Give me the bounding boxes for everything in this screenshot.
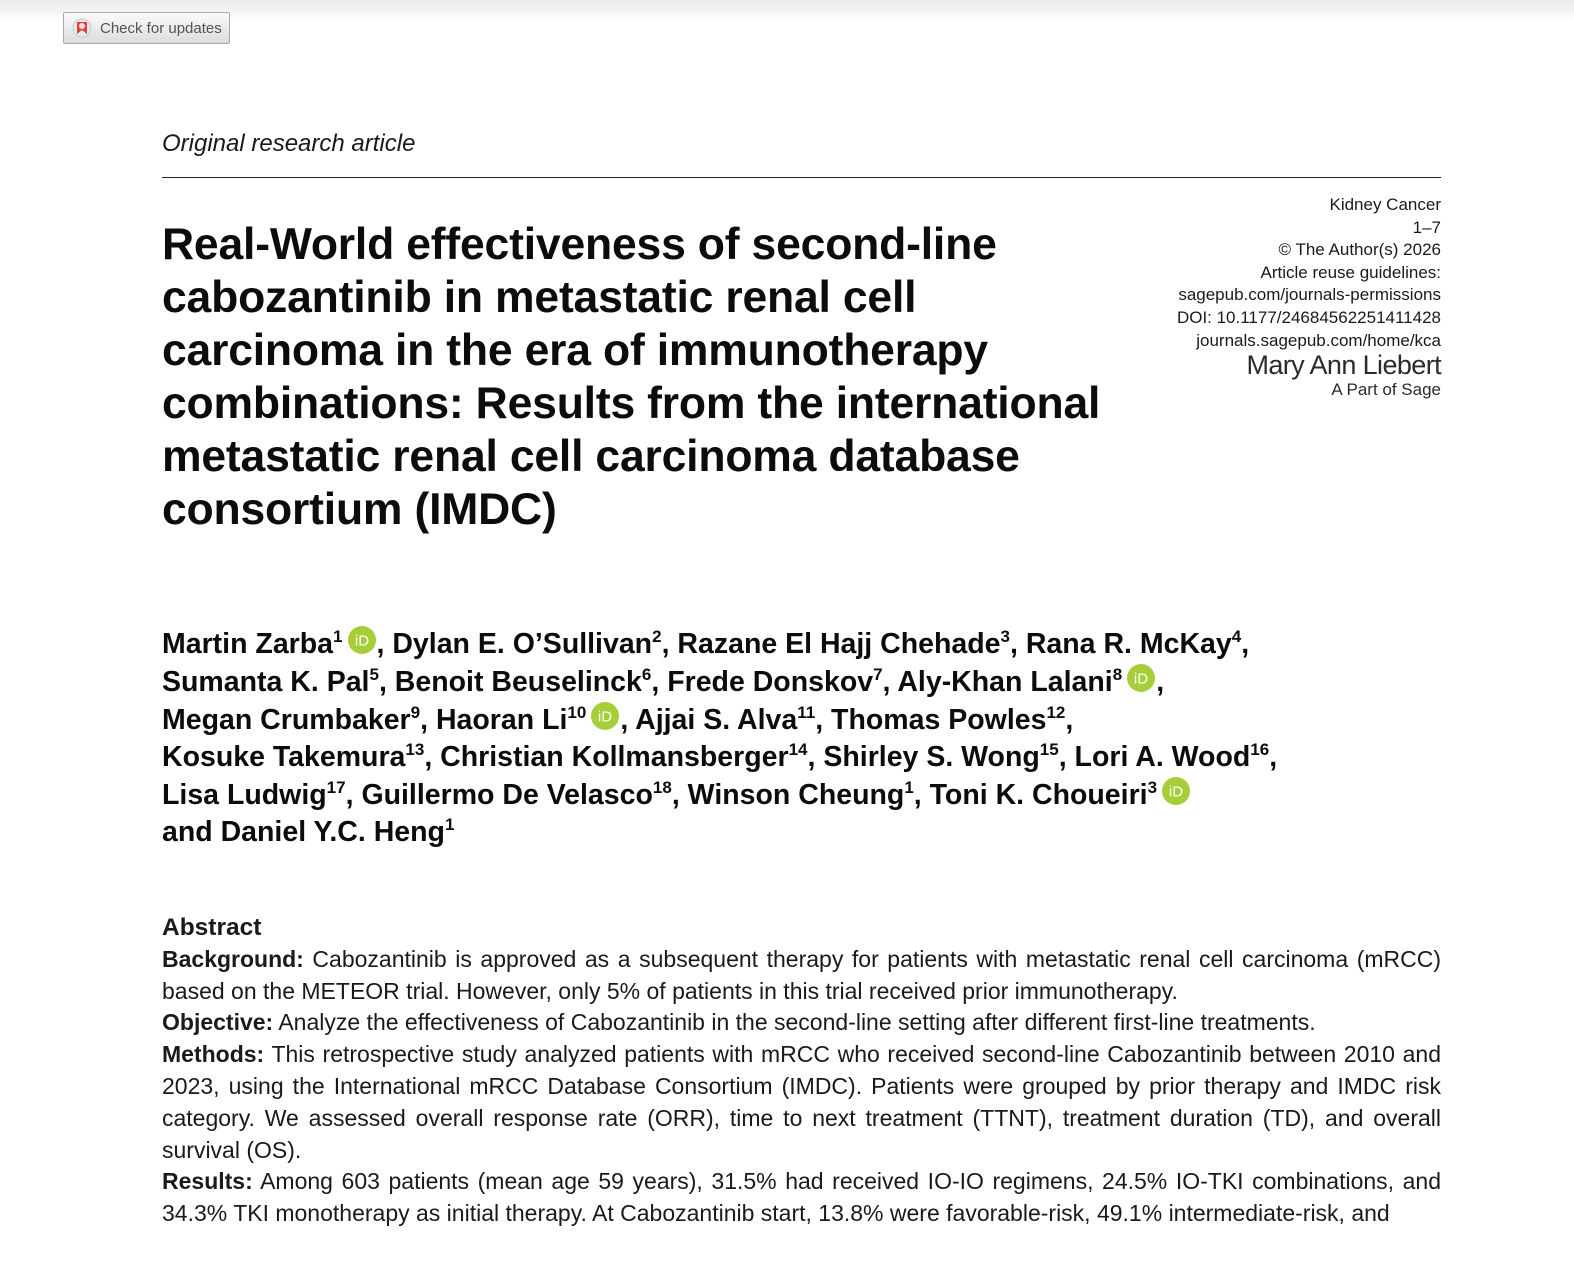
orcid-icon[interactable] xyxy=(1126,663,1156,693)
affiliation-number: 18 xyxy=(652,778,672,797)
page-range: 1–7 xyxy=(1412,217,1441,237)
affiliation-number: 14 xyxy=(788,740,808,759)
orcid-icon[interactable] xyxy=(1161,776,1191,806)
author: Martin Zarba$^1$ iD , xyxy=(162,627,385,660)
journal-name: Kidney Cancer xyxy=(1329,195,1441,214)
copyright: © The Author(s) 2026 xyxy=(1278,240,1441,260)
affiliation-number: 9 xyxy=(410,703,421,722)
author-name: Ajjai S. Alva xyxy=(635,704,798,736)
doi[interactable]: DOI: 10.1177/24684562251411428 xyxy=(1176,307,1441,327)
author: Kosuke Takemura$^{13}$, xyxy=(162,740,433,773)
abstract-label: Results: xyxy=(162,1168,253,1195)
author-name: Aly-Khan Lalani xyxy=(897,666,1113,698)
author: Haoran Li$^{10}$ iD , xyxy=(435,703,629,736)
abstract xyxy=(162,912,1441,1230)
affiliation-number: 15 xyxy=(1039,740,1059,759)
author-name: Razane El Hajj Chehade xyxy=(677,628,1001,660)
svg-text:iD: iD xyxy=(1168,783,1184,801)
author-name: Kosuke Takemura xyxy=(162,741,406,773)
affiliation-number: 1 xyxy=(904,778,914,797)
reuse-label: Article reuse guidelines: xyxy=(1260,262,1441,282)
author: Lori A. Wood$^{16}$, xyxy=(1074,740,1278,773)
author-name: Benoit Beuselinck xyxy=(394,666,642,698)
svg-text:iD: iD xyxy=(1134,670,1149,688)
author: Thomas Powles$^{12}$, xyxy=(831,703,1074,736)
author-name: Rana R. McKay xyxy=(1025,628,1232,660)
author-name: Toni K. Choueiri xyxy=(929,779,1148,811)
author-name: Haoran Li xyxy=(435,704,568,736)
publisher-sub: A Part of Sage xyxy=(1331,380,1441,399)
author-conjunction: and xyxy=(162,816,213,848)
affiliation-number: 12 xyxy=(1046,703,1066,722)
author xyxy=(221,816,455,848)
page-top-shade xyxy=(0,0,1574,22)
svg-text:iD: iD xyxy=(598,708,613,726)
author: Frede Donskov$^7$, xyxy=(667,665,891,698)
author-name: Daniel Y.C. Heng xyxy=(220,816,445,848)
journal-meta xyxy=(1177,194,1441,352)
orcid-icon[interactable] xyxy=(590,701,620,731)
abstract-label: Background: xyxy=(162,945,304,972)
author-name: Dylan E. O’Sullivan xyxy=(392,628,653,660)
abstract-text: Cabozantinib is approved as a subsequent therapy for patients with metastatic renal cell carcinoma (mRCC) based on the METEOR trial. However, only 5% of patients in this trial received prior immunotherapy. xyxy=(162,945,1442,1004)
author-name: Shirley S. Wong xyxy=(823,741,1040,773)
abstract-text: This retrospective study analyzed patients with mRCC who received second-line Cabozantinib between 2010 and 2023, using the International mRCC Database Consortium (IMDC). Patients were grouped by prior therapy and IMDC risk category. We assessed overall response rate (ORR), time to next treatment (TTNT), treatment duration (TD), and overall survival (OS). xyxy=(162,1041,1441,1163)
author: Christian Kollmansberger$^{14}$, xyxy=(440,740,816,773)
affiliation-number: 3 xyxy=(1000,627,1010,646)
author-name: Winson Cheung xyxy=(687,779,905,811)
author: Benoit Beuselinck$^6$, xyxy=(394,665,660,698)
affiliation-number: 17 xyxy=(326,778,346,797)
abstract-text: Among 603 patients (mean age 59 years), 31.5% had received IO-IO regimens, 24.5% IO-TKI combinations, and 34.3% TKI monotherapy as initial therapy. At Cabozantinib start, 13.8% were favorable-risk, 49.1% intermediate-risk, and xyxy=(162,1168,1442,1227)
abstract-text: Analyze the effectiveness of Cabozantinib in the second-line setting after different first-line treatments. xyxy=(278,1009,1316,1036)
affiliation-number: 1 xyxy=(444,815,455,834)
author: Winson Cheung$^1$, xyxy=(687,778,922,811)
author: Aly-Khan Lalani$^8$ iD , xyxy=(897,665,1165,698)
affiliation-number: 3 xyxy=(1147,778,1158,797)
affiliation-number: 10 xyxy=(567,703,587,722)
abstract-label: Objective: xyxy=(162,1009,274,1036)
author-name: Frede Donskov xyxy=(667,666,874,698)
abstract-results xyxy=(162,1166,1441,1230)
author: Lisa Ludwig$^{17}$, xyxy=(162,778,354,811)
author-name: Megan Crumbaker xyxy=(162,704,411,736)
affiliation-number: 8 xyxy=(1112,665,1123,684)
crossmark-icon xyxy=(72,18,92,38)
affiliation-number: 13 xyxy=(405,740,425,759)
author: Shirley S. Wong$^{15}$, xyxy=(823,740,1067,773)
svg-text:iD: iD xyxy=(354,632,369,650)
author-name: Sumanta K. Pal xyxy=(162,666,370,698)
affiliation-number: 6 xyxy=(641,665,652,684)
author-name: Christian Kollmansberger xyxy=(440,741,789,773)
affiliation-number: 2 xyxy=(652,627,662,646)
author: Guillermo De Velasco$^{18}$, xyxy=(361,778,680,811)
check-for-updates-button[interactable] xyxy=(63,12,230,44)
author-name: Guillermo De Velasco xyxy=(361,779,653,811)
article-title: Real-World effectiveness of second-line cabozantinib in metastatic renal cell carcinoma in the era of immunotherapy combinations: Results from the international metastatic renal cell carcinoma database consortium (IMDC) xyxy=(162,220,1101,534)
orcid-icon[interactable] xyxy=(347,625,377,655)
reuse-link[interactable]: sagepub.com/journals-permissions xyxy=(1178,285,1441,305)
abstract-methods xyxy=(162,1039,1441,1166)
header-rule xyxy=(162,177,1441,178)
affiliation-number: 5 xyxy=(369,665,379,684)
author: Dylan E. O’Sullivan$^2$, xyxy=(392,627,670,660)
author: Ajjai S. Alva$^{11}$, xyxy=(635,703,824,736)
affiliation-number: 16 xyxy=(1250,740,1270,759)
check-for-updates-label: Check for updates xyxy=(100,19,222,37)
abstract-background xyxy=(162,944,1441,1008)
author: Rana R. McKay$^4$, xyxy=(1025,627,1250,660)
author-name: Lisa Ludwig xyxy=(162,779,327,811)
publisher-logo xyxy=(1246,349,1441,399)
affiliation-number: 4 xyxy=(1231,627,1242,646)
abstract-heading: Abstract xyxy=(162,914,262,941)
author: Razane El Hajj Chehade$^3$, xyxy=(677,627,1018,660)
author-name: Lori A. Wood xyxy=(1074,741,1251,773)
affiliation-number: 7 xyxy=(873,665,883,684)
publisher-name: Mary Ann Liebert xyxy=(1246,350,1441,380)
article-type: Original research article xyxy=(162,130,416,157)
author xyxy=(930,779,1191,811)
abstract-objective xyxy=(162,1007,1441,1039)
abstract-label: Methods: xyxy=(162,1041,265,1068)
author-name: Thomas Powles xyxy=(831,704,1047,736)
affiliation-number: 11 xyxy=(797,703,816,722)
author: Sumanta K. Pal$^5$, xyxy=(162,665,387,698)
affiliation-number: 1 xyxy=(333,627,343,646)
journal-link[interactable]: journals.sagepub.com/home/kca xyxy=(1196,330,1441,350)
author-list xyxy=(162,625,1452,851)
author-name: Martin Zarba xyxy=(162,628,334,660)
author: Megan Crumbaker$^9$, xyxy=(162,703,429,736)
